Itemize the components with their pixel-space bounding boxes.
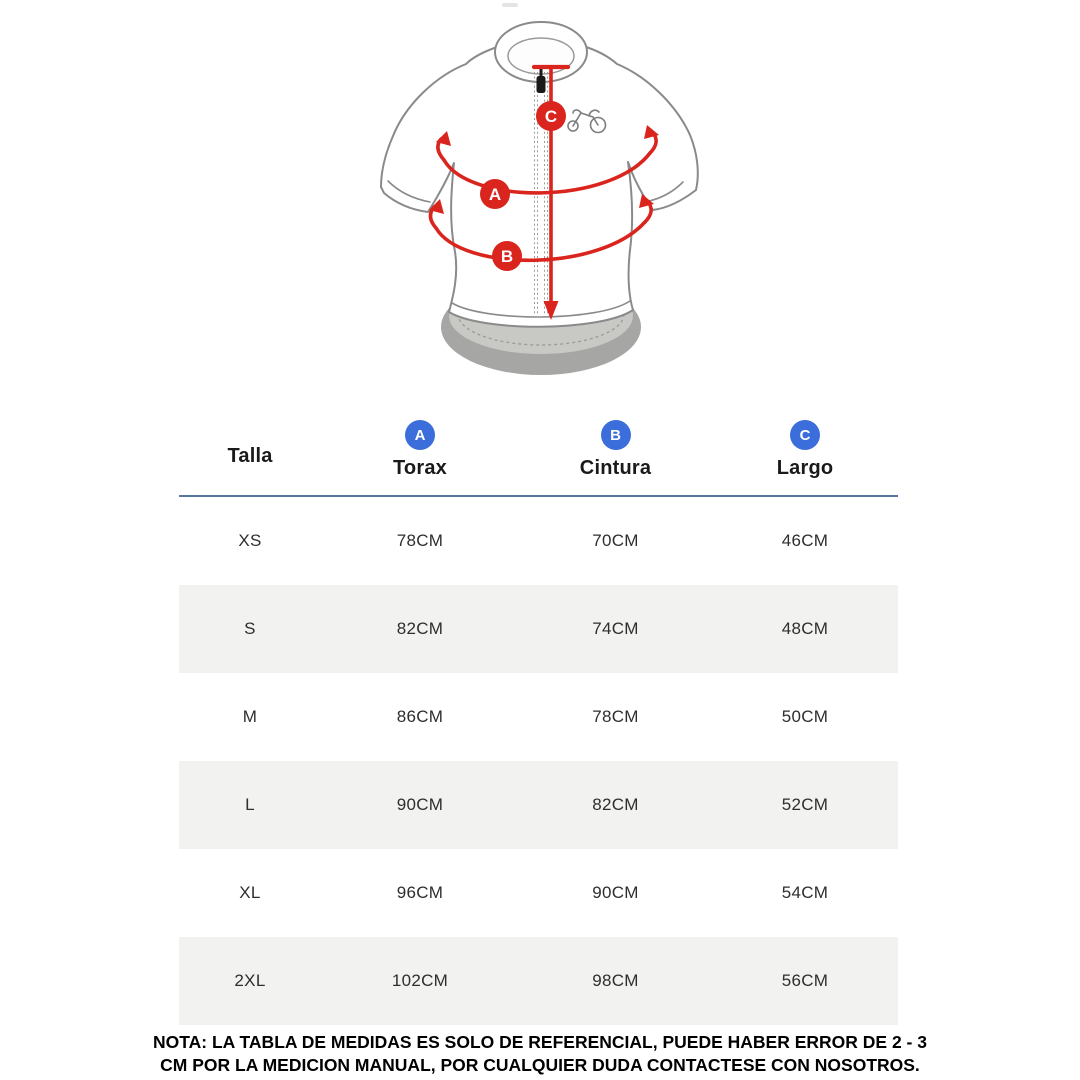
table-row-l — [179, 761, 898, 849]
cell-size: L — [245, 795, 255, 814]
top-crop-mark — [502, 3, 518, 7]
badge-c-icon: C — [790, 420, 820, 450]
cell-largo: 46CM — [781, 531, 829, 550]
badge-b-icon: B — [601, 420, 631, 450]
cell-largo: 48CM — [781, 619, 829, 638]
cell-cintura: 70CM — [592, 531, 639, 550]
cell-cintura: 90CM — [592, 883, 639, 902]
cell-size: 2XL — [234, 971, 266, 990]
header-label-talla: Talla — [227, 445, 273, 467]
cell-torax: 102CM — [391, 971, 449, 990]
jersey-measurement-diagram — [0, 0, 1080, 410]
cell-cintura: 82CM — [592, 795, 639, 814]
diagram-badge-b-letter: B — [500, 247, 514, 267]
cell-largo: 50CM — [781, 707, 829, 726]
reference-note-line1: NOTA: LA TABLA DE MEDIDAS ES SOLO DE REFERENCIAL, PUEDE HABER ERROR DE 2 - 3 — [153, 1032, 927, 1052]
cell-largo: 54CM — [781, 883, 829, 902]
cell-size: XL — [239, 883, 261, 902]
cell-largo: 52CM — [781, 795, 829, 814]
table-row-xl — [179, 849, 898, 937]
diagram-badge-c — [536, 101, 566, 131]
header-label-cintura: Cintura — [579, 457, 652, 479]
cell-torax: 86CM — [396, 707, 444, 726]
badge-a-icon: A — [405, 420, 435, 450]
table-row-2xl — [179, 937, 898, 1025]
cell-torax: 78CM — [396, 531, 444, 550]
cell-cintura: 74CM — [592, 619, 639, 638]
reference-note — [90, 1031, 990, 1077]
diagram-badge-a — [480, 179, 510, 209]
header-cell-cintura — [519, 418, 712, 495]
table-row-xs — [179, 497, 898, 585]
cell-size: S — [244, 619, 256, 638]
diagram-badge-b — [492, 241, 522, 271]
diagram-badge-c-letter: C — [544, 107, 558, 127]
reference-note-line2: CM POR LA MEDICION MANUAL, POR CUALQUIER DUDA CONTACTESE CON NOSOTROS. — [160, 1055, 920, 1075]
table-row-m — [179, 673, 898, 761]
header-label-torax: Torax — [393, 457, 447, 479]
header-cell-torax — [321, 418, 519, 495]
cell-torax: 96CM — [396, 883, 444, 902]
header-cell-talla — [179, 418, 321, 495]
cell-size: M — [242, 707, 258, 726]
cell-cintura: 78CM — [592, 707, 639, 726]
cell-cintura: 98CM — [592, 971, 639, 990]
cell-largo: 56CM — [781, 971, 829, 990]
size-table-body — [179, 497, 898, 1025]
diagram-badge-a-letter: A — [488, 185, 502, 205]
header-cell-largo — [712, 418, 898, 495]
header-label-largo: Largo — [776, 457, 834, 479]
cell-torax: 82CM — [396, 619, 444, 638]
table-row-s — [179, 585, 898, 673]
size-table-header — [179, 418, 898, 497]
cell-torax: 90CM — [396, 795, 444, 814]
cell-size: XS — [238, 531, 262, 550]
size-table — [179, 418, 898, 1025]
